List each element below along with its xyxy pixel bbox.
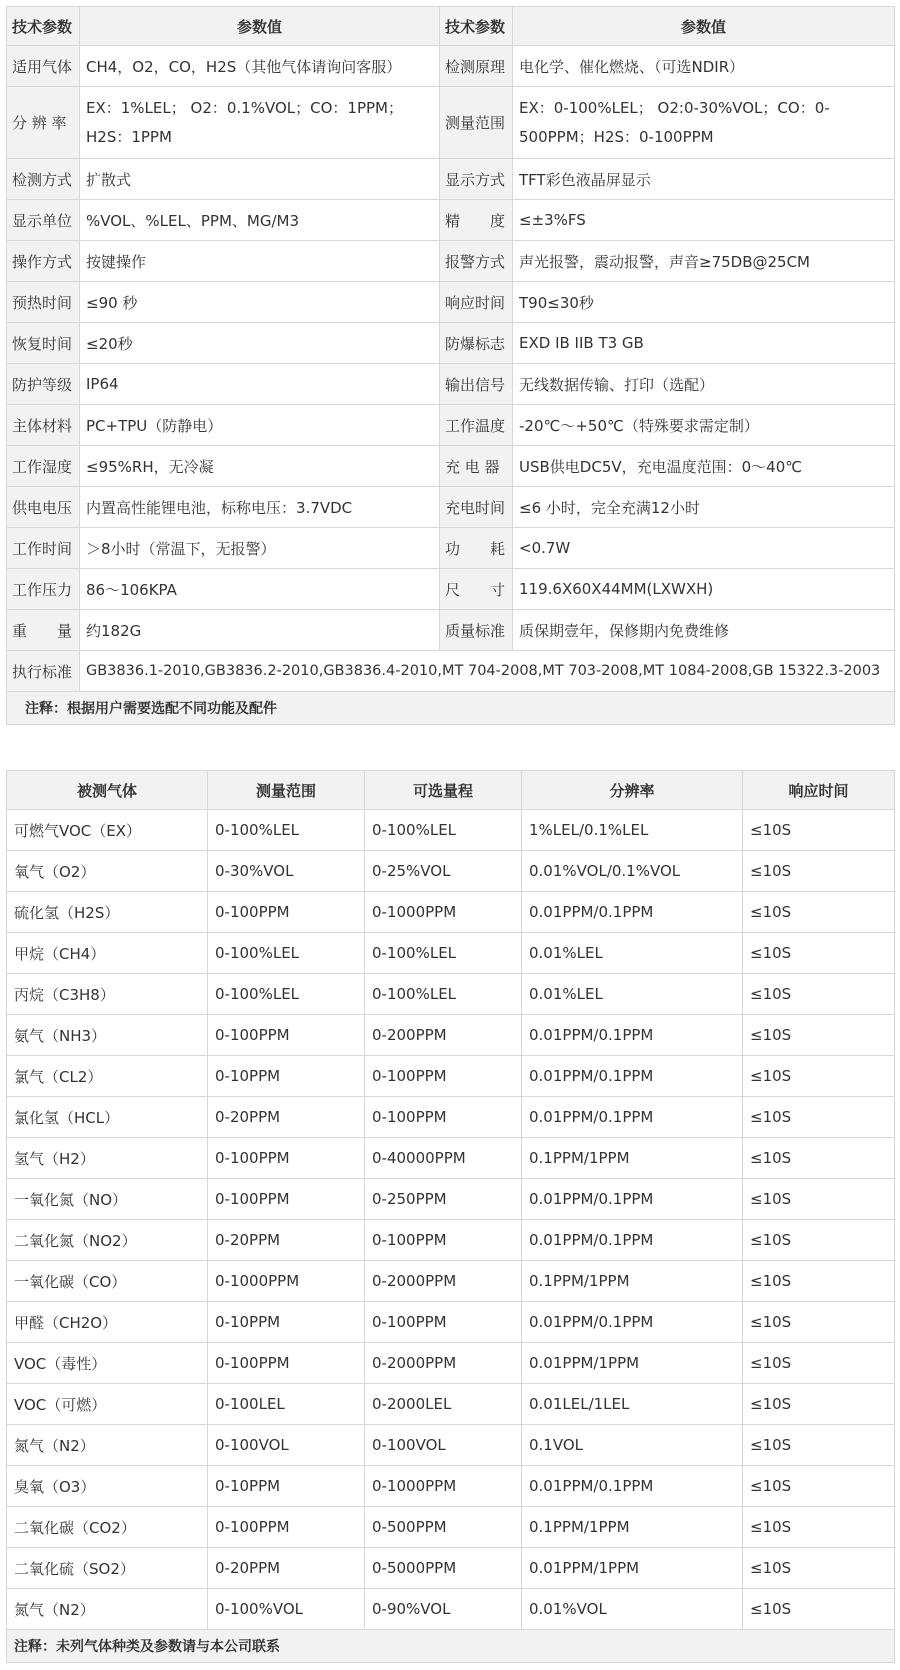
gas-optional-range: 0-100%LEL — [365, 933, 522, 974]
gas-name: 硫化氢（H2S） — [7, 892, 208, 933]
spec-param-label: 适用气体 — [7, 46, 80, 87]
spec-param-value: ≤6 小时，完全充满12小时 — [513, 487, 895, 528]
spec-param-label: 检测方式 — [7, 159, 80, 200]
gas-row — [7, 1589, 895, 1630]
spec-row — [7, 487, 895, 528]
gas-optional-range: 0-2000PPM — [365, 1261, 522, 1302]
gas-response-time: ≤10S — [743, 851, 895, 892]
spec-row — [7, 569, 895, 610]
gas-name: 氯气（CL2） — [7, 1056, 208, 1097]
gas-range: 0-100PPM — [208, 1179, 365, 1220]
gas-response-time: ≤10S — [743, 1589, 895, 1630]
spec-param-label: 供电电压 — [7, 487, 80, 528]
spec-param-value: <0.7W — [513, 528, 895, 569]
spec-param-value: 按键操作 — [80, 241, 440, 282]
gas-resolution: 0.01PPM/0.1PPM — [522, 1302, 743, 1343]
gas-response-time: ≤10S — [743, 933, 895, 974]
spec-param-value: EXD IB IIB T3 GB — [513, 323, 895, 364]
gas-range: 0-100PPM — [208, 1015, 365, 1056]
spec-param-label: 充 电 器 — [440, 446, 513, 487]
spec-param-label: 输出信号 — [440, 364, 513, 405]
spec-note: 注释：根据用户需要选配不同功能及配件 — [7, 692, 895, 725]
spec-row — [7, 241, 895, 282]
spec-param-label: 工作湿度 — [7, 446, 80, 487]
gas-row — [7, 1138, 895, 1179]
spec-param-value: ≤±3%FS — [513, 200, 895, 241]
gas-note-row — [7, 1630, 895, 1663]
gas-header-resolution: 分辨率 — [522, 771, 743, 810]
gas-response-time: ≤10S — [743, 1507, 895, 1548]
gas-optional-range: 0-100PPM — [365, 1097, 522, 1138]
gas-response-time: ≤10S — [743, 892, 895, 933]
gas-resolution: 0.01PPM/0.1PPM — [522, 1015, 743, 1056]
gas-header-optional-range: 可选量程 — [365, 771, 522, 810]
spec-param-label: 测量范围 — [440, 87, 513, 159]
gas-range: 0-100VOL — [208, 1425, 365, 1466]
spec-param-value: 声光报警，震动报警，声音≥75DB@25CM — [513, 241, 895, 282]
gas-resolution: 0.01PPM/0.1PPM — [522, 1179, 743, 1220]
gas-optional-range: 0-500PPM — [365, 1507, 522, 1548]
gas-row — [7, 1548, 895, 1589]
gas-range: 0-10PPM — [208, 1466, 365, 1507]
gas-row — [7, 1425, 895, 1466]
gas-response-time: ≤10S — [743, 1343, 895, 1384]
spec-param-value: USB供电DC5V，充电温度范围：0～40℃ — [513, 446, 895, 487]
gas-optional-range: 0-100PPM — [365, 1220, 522, 1261]
spec-note-row — [7, 692, 895, 725]
spec-param-value: 约182G — [80, 610, 440, 651]
spec-row — [7, 405, 895, 446]
gas-range: 0-100%LEL — [208, 974, 365, 1015]
gas-header-gas: 被测气体 — [7, 771, 208, 810]
gas-range: 0-20PPM — [208, 1548, 365, 1589]
gas-response-time: ≤10S — [743, 1097, 895, 1138]
gas-response-time: ≤10S — [743, 974, 895, 1015]
spec-header-param: 技术参数 — [7, 7, 80, 46]
gas-row — [7, 933, 895, 974]
gas-resolution: 0.01%LEL — [522, 974, 743, 1015]
gas-resolution: 0.01LEL/1LEL — [522, 1384, 743, 1425]
gas-response-time: ≤10S — [743, 1015, 895, 1056]
spec-param-label: 响应时间 — [440, 282, 513, 323]
spec-param-label: 显示方式 — [440, 159, 513, 200]
gas-resolution: 0.1PPM/1PPM — [522, 1261, 743, 1302]
gas-range: 0-100PPM — [208, 1138, 365, 1179]
spec-row — [7, 446, 895, 487]
gas-optional-range: 0-90%VOL — [365, 1589, 522, 1630]
gas-optional-range: 0-5000PPM — [365, 1548, 522, 1589]
gas-name: VOC（毒性） — [7, 1343, 208, 1384]
gas-resolution: 0.1PPM/1PPM — [522, 1507, 743, 1548]
spec-param-label: 报警方式 — [440, 241, 513, 282]
gas-row — [7, 892, 895, 933]
spec-param-label: 主体材料 — [7, 405, 80, 446]
gas-optional-range: 0-2000PPM — [365, 1343, 522, 1384]
gas-row — [7, 1507, 895, 1548]
spec-param-label: 重 量 — [7, 610, 80, 651]
spec-param-value: TFT彩色液晶屏显示 — [513, 159, 895, 200]
gas-resolution: 1%LEL/0.1%LEL — [522, 810, 743, 851]
gas-name: VOC（可燃） — [7, 1384, 208, 1425]
gas-resolution: 0.01PPM/0.1PPM — [522, 1097, 743, 1138]
gas-header-response-time: 响应时间 — [743, 771, 895, 810]
gas-name: 丙烷（C3H8） — [7, 974, 208, 1015]
spec-param-value: ≤90 秒 — [80, 282, 440, 323]
spec-param-label: 精 度 — [440, 200, 513, 241]
spec-param-label: 工作温度 — [440, 405, 513, 446]
spec-param-value: 扩散式 — [80, 159, 440, 200]
spec-row — [7, 323, 895, 364]
spec-param-value: 内置高性能锂电池，标称电压：3.7VDC — [80, 487, 440, 528]
gas-name: 二氧化碳（CO2） — [7, 1507, 208, 1548]
gas-response-time: ≤10S — [743, 1261, 895, 1302]
spec-param-value: 119.6X60X44MM(LXWXH) — [513, 569, 895, 610]
spec-row — [7, 364, 895, 405]
spec-param-label: 显示单位 — [7, 200, 80, 241]
gas-note: 注释：未列气体种类及参数请与本公司联系 — [7, 1630, 895, 1663]
spec-param-value: ≤20秒 — [80, 323, 440, 364]
spec-param-label: 功 耗 — [440, 528, 513, 569]
gas-optional-range: 0-100%LEL — [365, 974, 522, 1015]
gas-range: 0-100PPM — [208, 1507, 365, 1548]
gas-resolution: 0.01%LEL — [522, 933, 743, 974]
gas-resolution: 0.01PPM/1PPM — [522, 1548, 743, 1589]
standard-label: 执行标准 — [7, 651, 80, 692]
gas-optional-range: 0-40000PPM — [365, 1138, 522, 1179]
gas-row — [7, 810, 895, 851]
gas-response-time: ≤10S — [743, 1425, 895, 1466]
spec-param-value: CH4，O2，CO，H2S（其他气体请询问客服） — [80, 46, 440, 87]
spec-param-value: -20℃～+50℃（特殊要求需定制） — [513, 405, 895, 446]
gas-resolution: 0.01PPM/1PPM — [522, 1343, 743, 1384]
spec-param-value: %VOL、%LEL、PPM、MG/M3 — [80, 200, 440, 241]
gas-row — [7, 1302, 895, 1343]
gas-optional-range: 0-2000LEL — [365, 1384, 522, 1425]
gas-name: 氮气（N2） — [7, 1425, 208, 1466]
gas-range: 0-10PPM — [208, 1056, 365, 1097]
gas-optional-range: 0-100PPM — [365, 1302, 522, 1343]
gas-range: 0-100LEL — [208, 1384, 365, 1425]
gas-row — [7, 1015, 895, 1056]
gas-response-time: ≤10S — [743, 1548, 895, 1589]
spec-row — [7, 200, 895, 241]
spec-param-label: 防爆标志 — [440, 323, 513, 364]
gas-optional-range: 0-100%LEL — [365, 810, 522, 851]
gas-response-time: ≤10S — [743, 1220, 895, 1261]
spec-param-label: 操作方式 — [7, 241, 80, 282]
gas-optional-range: 0-1000PPM — [365, 892, 522, 933]
gas-resolution: 0.01PPM/0.1PPM — [522, 1466, 743, 1507]
spec-param-value: ＞8小时（常温下，无报警） — [80, 528, 440, 569]
spec-param-label: 分 辨 率 — [7, 87, 80, 159]
gas-name: 甲醛（CH2O） — [7, 1302, 208, 1343]
spec-param-value: 86～106KPA — [80, 569, 440, 610]
spec-param-label: 防护等级 — [7, 364, 80, 405]
gas-optional-range: 0-100VOL — [365, 1425, 522, 1466]
gas-row — [7, 1056, 895, 1097]
spec-param-value: EX：0-100%LEL； O2:0-30%VOL；CO：0-500PPM；H2S：0-100PPM — [513, 87, 895, 159]
gas-row — [7, 974, 895, 1015]
gas-name: 氮气（N2） — [7, 1589, 208, 1630]
gas-resolution: 0.1VOL — [522, 1425, 743, 1466]
spec-param-label: 充电时间 — [440, 487, 513, 528]
gas-name: 氧气（O2） — [7, 851, 208, 892]
gas-name: 甲烷（CH4） — [7, 933, 208, 974]
gas-resolution: 0.01PPM/0.1PPM — [522, 1056, 743, 1097]
gas-optional-range: 0-200PPM — [365, 1015, 522, 1056]
gas-response-time: ≤10S — [743, 1302, 895, 1343]
gas-range: 0-30%VOL — [208, 851, 365, 892]
gas-response-time: ≤10S — [743, 1179, 895, 1220]
spec-param-label: 工作压力 — [7, 569, 80, 610]
spec-param-value: PC+TPU（防静电） — [80, 405, 440, 446]
spec-row — [7, 87, 895, 159]
gas-range: 0-100PPM — [208, 1343, 365, 1384]
gas-name: 臭氧（O3） — [7, 1466, 208, 1507]
gas-resolution: 0.01%VOL — [522, 1589, 743, 1630]
spec-param-value: 质保期壹年，保修期内免费维修 — [513, 610, 895, 651]
gas-name: 可燃气VOC（EX） — [7, 810, 208, 851]
gas-row — [7, 1466, 895, 1507]
spec-param-label: 检测原理 — [440, 46, 513, 87]
spec-header-value: 参数值 — [80, 7, 440, 46]
gas-resolution: 0.1PPM/1PPM — [522, 1138, 743, 1179]
spec-param-label: 质量标准 — [440, 610, 513, 651]
standard-row — [7, 651, 895, 692]
spec-param-value: 无线数据传输、打印（选配） — [513, 364, 895, 405]
gas-name: 一氧化氮（NO） — [7, 1179, 208, 1220]
spec-param-label: 尺 寸 — [440, 569, 513, 610]
spec-param-value: 电化学、催化燃烧、（可选NDIR） — [513, 46, 895, 87]
spec-header-row — [7, 7, 895, 46]
gas-range: 0-100PPM — [208, 892, 365, 933]
gas-range: 0-20PPM — [208, 1220, 365, 1261]
gas-optional-range: 0-25%VOL — [365, 851, 522, 892]
spec-param-label: 预热时间 — [7, 282, 80, 323]
gas-optional-range: 0-100PPM — [365, 1056, 522, 1097]
gas-header-row — [7, 771, 895, 810]
spec-param-label: 工作时间 — [7, 528, 80, 569]
gas-name: 二氧化硫（SO2） — [7, 1548, 208, 1589]
spec-row — [7, 610, 895, 651]
gas-header-range: 测量范围 — [208, 771, 365, 810]
gas-name: 一氧化碳（CO） — [7, 1261, 208, 1302]
gas-range: 0-20PPM — [208, 1097, 365, 1138]
gas-row — [7, 1261, 895, 1302]
gas-row — [7, 1097, 895, 1138]
gas-row — [7, 851, 895, 892]
gas-row — [7, 1220, 895, 1261]
gas-range: 0-100%LEL — [208, 933, 365, 974]
spec-row — [7, 282, 895, 323]
gas-response-time: ≤10S — [743, 1466, 895, 1507]
gas-name: 二氧化氮（NO2） — [7, 1220, 208, 1261]
gas-optional-range: 0-250PPM — [365, 1179, 522, 1220]
gas-name: 氯化氢（HCL） — [7, 1097, 208, 1138]
spec-row — [7, 528, 895, 569]
gas-row — [7, 1384, 895, 1425]
spec-row — [7, 159, 895, 200]
gas-range: 0-10PPM — [208, 1302, 365, 1343]
spec-param-value: ≤95%RH，无冷凝 — [80, 446, 440, 487]
spec-param-value: EX：1%LEL； O2：0.1%VOL；CO：1PPM；H2S：1PPM — [80, 87, 440, 159]
gas-resolution: 0.01PPM/0.1PPM — [522, 1220, 743, 1261]
spec-header-param: 技术参数 — [440, 7, 513, 46]
spec-param-value: T90≤30秒 — [513, 282, 895, 323]
spec-table — [6, 6, 895, 725]
gas-row — [7, 1343, 895, 1384]
gas-row — [7, 1179, 895, 1220]
gas-range: 0-100%VOL — [208, 1589, 365, 1630]
spec-header-value: 参数值 — [513, 7, 895, 46]
gas-name: 氨气（NH3） — [7, 1015, 208, 1056]
standard-value: GB3836.1-2010,GB3836.2-2010,GB3836.4-2010,MT 704-2008,MT 703-2008,MT 1084-2008,GB 15322.3-2003 — [80, 651, 895, 692]
spec-param-label: 恢复时间 — [7, 323, 80, 364]
gas-range: 0-100%LEL — [208, 810, 365, 851]
spec-param-value: IP64 — [80, 364, 440, 405]
gas-response-time: ≤10S — [743, 1056, 895, 1097]
gas-optional-range: 0-1000PPM — [365, 1466, 522, 1507]
gas-response-time: ≤10S — [743, 1384, 895, 1425]
gas-range: 0-1000PPM — [208, 1261, 365, 1302]
gas-response-time: ≤10S — [743, 1138, 895, 1179]
gas-table — [6, 770, 895, 1663]
gas-response-time: ≤10S — [743, 810, 895, 851]
gas-resolution: 0.01PPM/0.1PPM — [522, 892, 743, 933]
gas-name: 氢气（H2） — [7, 1138, 208, 1179]
gas-resolution: 0.01%VOL/0.1%VOL — [522, 851, 743, 892]
spec-row — [7, 46, 895, 87]
